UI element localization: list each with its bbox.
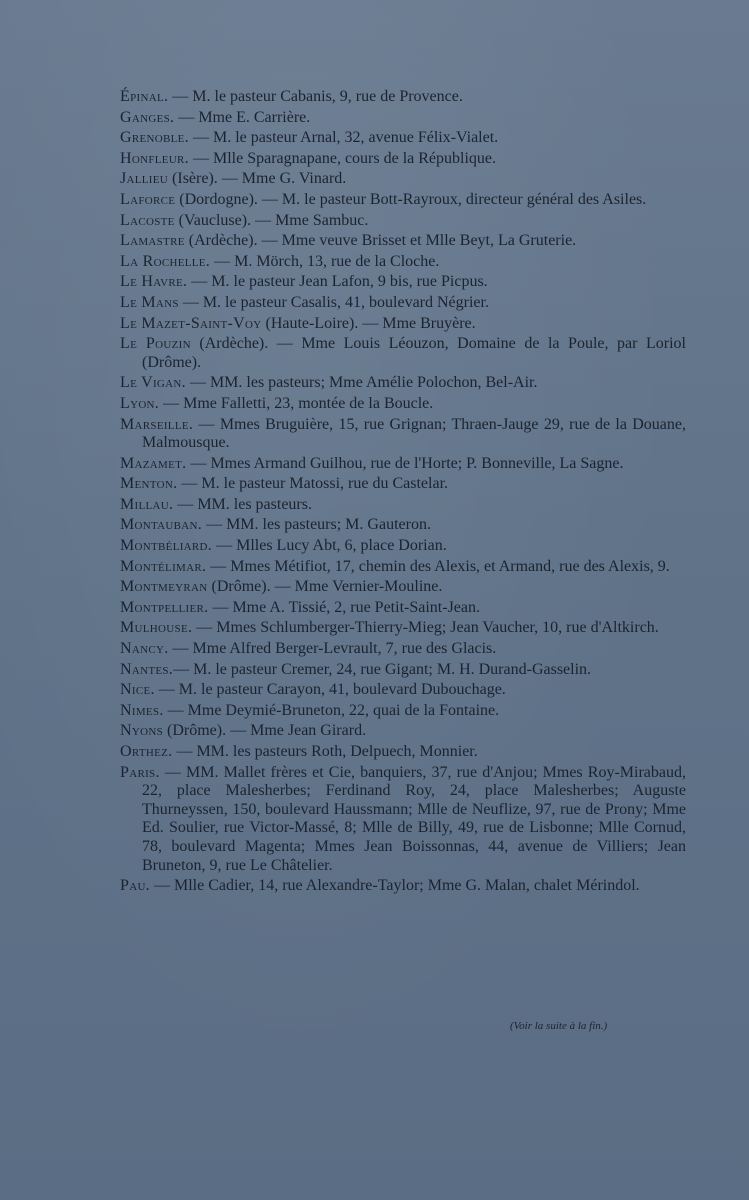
list-item: [120, 232, 686, 251]
place-name: Montauban.: [120, 516, 203, 534]
place-name: Menton.: [120, 475, 178, 493]
list-item: [120, 150, 686, 169]
list-item: [120, 212, 686, 231]
list-item: [120, 661, 686, 680]
list-item: [120, 170, 686, 189]
place-name: Nice.: [120, 681, 155, 699]
entry-text: (Ardèche). — Mme veuve Brisset et Mlle Beyt, La Gruterie.: [184, 232, 577, 250]
place-name: Le Mazet-Saint-Voy: [120, 314, 262, 332]
place-name: Paris.: [120, 763, 160, 781]
entry-text: — M. le pasteur Matossi, rue du Castelar.: [177, 475, 449, 493]
entry-text: — M. le pasteur Casalis, 41, boulevard Négrier.: [178, 293, 489, 311]
list-item: [120, 475, 686, 494]
list-item: [120, 516, 686, 535]
place-name: Montélimar.: [120, 557, 207, 575]
list-item: [120, 619, 686, 638]
entry-text: — Mmes Schlumberger-Thierry-Mieg; Jean Vaucher, 10, rue d'Altkirch.: [192, 619, 659, 637]
entry-text: — MM. les pasteurs; M. Gauteron.: [202, 516, 431, 534]
address-listing: [120, 88, 686, 898]
entry-text: (Drôme). — Mme Vernier-Mouline.: [207, 578, 443, 596]
place-name: Mulhouse.: [120, 619, 193, 637]
entry-text: — M. Mörch, 13, rue de la Cloche.: [210, 252, 440, 270]
place-name: Épinal.: [120, 88, 169, 105]
entry-text: (Dordogne). — M. le pasteur Bott-Rayroux, directeur général des Asiles.: [175, 190, 647, 208]
entry-text: — Mmes Bruguière, 15, rue Grignan; Thraen-Jauge 29, rue de la Douane, Malmousque.: [142, 415, 686, 452]
place-name: Mazamet.: [120, 454, 187, 472]
list-item: [120, 335, 686, 372]
list-item: [120, 273, 686, 292]
entry-text: — Mlles Lucy Abt, 6, place Dorian.: [212, 537, 447, 555]
place-name: Jallieu: [120, 170, 169, 188]
place-name: Le Vigan.: [120, 374, 186, 392]
entry-text: — Mme Alfred Berger-Levrault, 7, rue des Glacis.: [168, 640, 497, 658]
list-item: [120, 764, 686, 876]
list-item: [120, 395, 686, 414]
list-item: [120, 416, 686, 453]
place-name: Montpellier.: [120, 598, 209, 616]
place-name: Lyon.: [120, 394, 160, 412]
list-item: [120, 109, 686, 128]
entry-text: — Mme Deymié-Bruneton, 22, quai de la Fontaine.: [163, 701, 500, 719]
list-item: [120, 496, 686, 515]
place-name: Grenoble.: [120, 129, 189, 147]
list-item: [120, 294, 686, 313]
entry-text: — Mme Falletti, 23, montée de la Boucle.: [159, 394, 434, 412]
list-item: [120, 88, 686, 107]
list-item: [120, 315, 686, 334]
place-name: Laforce: [120, 190, 176, 208]
place-name: Lamastre: [120, 232, 185, 250]
list-item: [120, 455, 686, 474]
place-name: Lacoste: [120, 211, 175, 229]
list-item: [120, 743, 686, 762]
list-item: [120, 681, 686, 700]
place-name: Nimes.: [120, 701, 164, 719]
place-name: Orthez.: [120, 743, 173, 760]
entry-text: (Ardèche). — Mme Louis Léouzon, Domaine de la Poule, par Loriol (Drôme).: [142, 335, 687, 371]
list-item: [120, 253, 686, 272]
entry-text: — Mlle Cadier, 14, rue Alexandre-Taylor; Mme G. Malan, chalet Mérindol.: [150, 877, 640, 895]
entry-text: — Mmes Métifiot, 17, chemin des Alexis, et Armand, rue des Alexis, 9.: [206, 557, 670, 575]
entry-text: (Isère). — Mme G. Vinard.: [168, 170, 347, 188]
list-item: [120, 129, 686, 148]
entry-text: — M. le pasteur Cabanis, 9, rue de Provence.: [168, 88, 463, 105]
place-name: Montmeyran: [120, 578, 208, 596]
list-item: [120, 537, 686, 556]
list-item: [120, 722, 686, 741]
list-item: [120, 599, 686, 618]
entry-text: — Mmes Armand Guilhou, rue de l'Horte; P. Bonneville, La Sagne.: [186, 454, 624, 472]
place-name: Honfleur.: [120, 149, 189, 167]
place-name: Nantes.: [120, 660, 174, 678]
place-name: Millau.: [120, 495, 174, 513]
list-item: [120, 578, 686, 597]
entry-text: — Mlle Sparagnapane, cours de la République.: [188, 149, 497, 167]
place-name: Ganges.: [120, 108, 175, 126]
place-name: Montbéliard.: [120, 537, 213, 555]
list-item: [120, 702, 686, 721]
continuation-note: (Voir la suite à la fin.): [510, 1020, 608, 1032]
place-name: Le Havre.: [120, 273, 188, 291]
entry-text: — M. le pasteur Carayon, 41, boulevard Dubouchage.: [154, 681, 506, 699]
entry-text: — MM. les pasteurs Roth, Delpuech, Monnier.: [172, 743, 478, 760]
entry-text: — M. le pasteur Jean Lafon, 9 bis, rue Picpus.: [187, 273, 488, 291]
entry-text: — Mme A. Tissié, 2, rue Petit-Saint-Jean.: [208, 598, 480, 616]
place-name: Le Mans: [120, 293, 179, 311]
entry-text: — MM. Mallet frères et Cie, banquiers, 37, rue d'Anjou; Mmes Roy-Mirabaud, 22, place Malesherbes; Ferdinand Roy, 24, place Malesherbes; Auguste Thurneyssen, 150, boulevard Haussmann; Mlle de Neuflize, 97, rue de Prony; Mme Ed. Soulier, rue Victor-Massé, 8; Mlle de Billy, 49, rue de Lisbonne; Mlle Cornud, 78, boulevard Magenta; Mmes Jean Boissonnas, 44, avenue de Villiers; Jean Bruneton, 9, rue Le Châtelier.: [142, 763, 686, 874]
list-item: [120, 558, 686, 577]
place-name: Nyons: [120, 722, 164, 740]
entry-text: — MM. les pasteurs; Mme Amélie Polochon, Bel-Air.: [185, 374, 538, 392]
list-item: [120, 877, 686, 896]
entry-text: — M. le pasteur Arnal, 32, avenue Félix-Vialet.: [188, 129, 499, 147]
place-name: Marseille.: [120, 415, 194, 433]
list-item: [120, 640, 686, 659]
place-name: Le Pouzin: [120, 335, 191, 353]
entry-text: (Haute-Loire). — Mme Bruyère.: [261, 314, 476, 332]
list-item: [120, 374, 686, 393]
entry-text: (Vaucluse). — Mme Sambuc.: [174, 211, 369, 229]
entry-text: — M. le pasteur Cremer, 24, rue Gigant; M. H. Durand-Gasselin.: [173, 660, 592, 678]
place-name: La Rochelle.: [120, 252, 211, 270]
entry-text: — MM. les pasteurs.: [173, 495, 312, 513]
entry-text: (Drôme). — Mme Jean Girard.: [163, 722, 367, 740]
entry-text: — Mme E. Carrière.: [174, 108, 311, 126]
list-item: [120, 191, 686, 210]
place-name: Pau.: [120, 877, 150, 895]
place-name: Nancy.: [120, 640, 169, 658]
